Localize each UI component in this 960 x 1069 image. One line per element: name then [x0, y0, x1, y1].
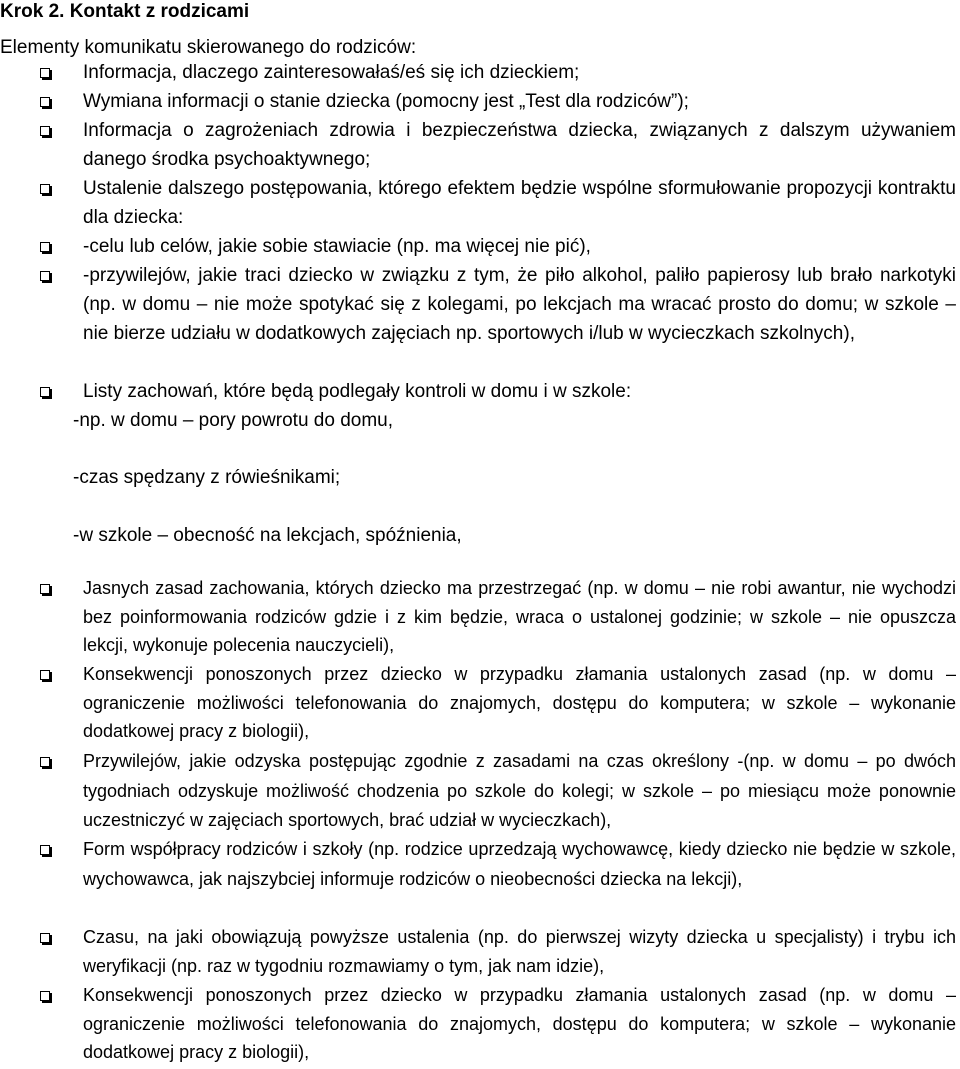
bullet-checkbox-icon	[40, 670, 50, 680]
bullet-checkbox-icon	[40, 757, 50, 767]
list-item: -celu lub celów, jakie sobie stawiacie (np. ma więcej nie pić),	[83, 236, 591, 257]
bullet-checkbox-icon	[40, 845, 50, 855]
list-item: Czasu, na jaki obowiązują powyższe ustalenia (np. do pierwszej wizyty dziecka u specjalisty) i trybu ich weryfikacji (np. raz w tygodniu rozmawiamy o tym, jak nam idzie),	[83, 927, 956, 976]
bullet-checkbox-icon	[40, 991, 50, 1001]
bullet-checkbox-icon	[40, 242, 50, 252]
bullet-checkbox-icon	[40, 933, 50, 943]
list-item: Informacja, dlaczego zainteresowałaś/eś się ich dzieckiem;	[83, 62, 580, 83]
bullet-checkbox-icon	[40, 387, 50, 397]
list-item: Jasnych zasad zachowania, których dziecko ma przestrzegać (np. w domu – nie robi awantur, nie wychodzi bez poinformowania rodziców gdzie i z kim będzie, wraca o ustalonej godzinie; w szkole – nie opuszcza lekcji, wykonuje polecenia nauczycieli),	[83, 578, 956, 655]
subline-item: -w szkole – obecność na lekcjach, spóźnienia,	[73, 525, 462, 546]
bullet-checkbox-icon	[40, 271, 50, 281]
subline-item: -czas spędzany z rówieśnikami;	[73, 467, 341, 488]
list-item: Listy zachowań, które będą podlegały kontroli w domu i w szkole:	[83, 381, 632, 402]
list-item: -przywilejów, jakie traci dziecko w związku z tym, że piło alkohol, paliło papierosy lub brało narkotyki (np. w domu – nie może spotykać się z kolegami, po lekcjach ma wracać prosto do domu; w szkole – nie bierze udziału w dodatkowych zajęciach np. sportowych i/lub w wycieczkach szkolnych),	[83, 265, 956, 344]
subline-item: -np. w domu – pory powrotu do domu,	[73, 410, 394, 431]
bullet-checkbox-icon	[40, 584, 50, 594]
intro-text: Elementy komunikatu skierowanego do rodziców:	[0, 37, 417, 58]
list-item: Konsekwencji ponoszonych przez dziecko w przypadku złamania ustalonych zasad (np. w domu – ograniczenie możliwości telefonowania do znajomych, dostępu do komputera; w szkole – wykonanie dodatkowej pracy z biologii),	[83, 985, 956, 1062]
list-item: Wymiana informacji o stanie dziecka (pomocny jest „Test dla rodziców”);	[83, 91, 689, 112]
page-heading: Krok 2. Kontakt z rodzicami	[0, 1, 250, 22]
list-item: Przywilejów, jakie odzyska postępując zgodnie z zasadami na czas określony -(np. w domu – po dwóch tygodniach odzyskuje możliwość chodzenia po szkole do kolegi; w szkole – po miesiącu może ponownie uczestniczyć w zajęciach sportowych, brać udział w wycieczkach),	[83, 751, 956, 830]
list-item: Informacja o zagrożeniach zdrowia i bezpieczeństwa dziecka, związanych z dalszym używaniem danego środka psychoaktywnego;	[83, 120, 956, 170]
list-item: Ustalenie dalszego postępowania, którego efektem będzie wspólne sformułowanie propozycji kontraktu dla dziecka:	[83, 178, 956, 228]
bullet-checkbox-icon	[40, 126, 50, 136]
bullet-checkbox-icon	[40, 184, 50, 194]
list-item: Form współpracy rodziców i szkoły (np. rodzice uprzedzają wychowawcę, kiedy dziecko nie będzie w szkole, wychowawca, jak najszybciej informuje rodziców o nieobecności dziecka na lekcji),	[83, 839, 956, 889]
list-item: Konsekwencji ponoszonych przez dziecko w przypadku złamania ustalonych zasad (np. w domu – ograniczenie możliwości telefonowania do znajomych, dostępu do komputera; w szkole – wykonanie dodatkowej pracy z biologii),	[83, 664, 956, 741]
bullet-checkbox-icon	[40, 68, 50, 78]
bullet-checkbox-icon	[40, 97, 50, 107]
